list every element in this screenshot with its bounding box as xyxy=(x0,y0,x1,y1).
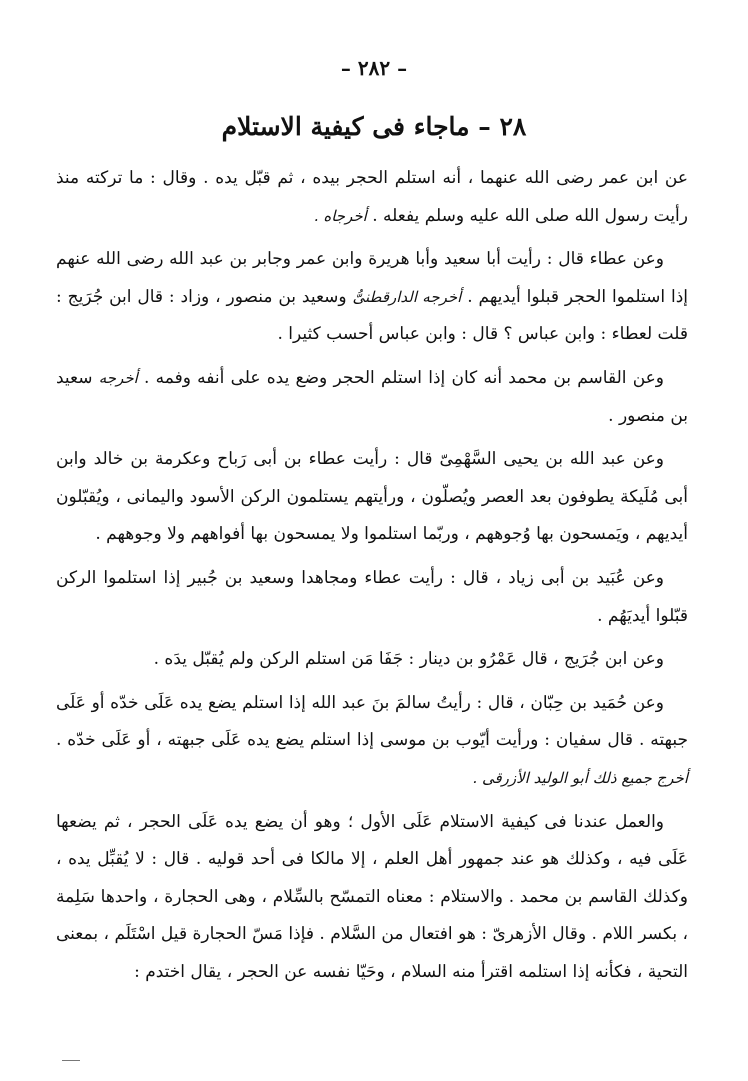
footnote-divider xyxy=(62,1060,80,1061)
chapter-title: ٢٨ – ماجاء فى كيفية الاستلام xyxy=(221,112,527,141)
paragraph-text: وعن عبد الله بن يحيى السَّهْمِىّ قال : رأيت عطاء بن أبى رَباح وعكرمة بن خالد وابن أبى مُلَيكة يطوفون بعد العصر ويُصلّون ، ورأيتهم يستلمون الركن الأسود واليمانى ، ويُقبّلون أيديهم ، ويَمسحون بها وُجوههم ، وربّما استلموا ولا يمسحون بها أفواههم ولا وجوههم . xyxy=(56,449,688,545)
paragraph-text: وعن حُمَيد بن حِبّان ، قال : رأيتُ سالمَ بنَ عبد الله إذا استلم يضع يده عَلَى خدّه أو عَلَى جبهته . قال سفيان : ورأيت أيّوب بن موسى إذا استلم يضع يده عَلَى جبهته ، أو عَلَى خدّه . xyxy=(56,692,688,751)
page-body xyxy=(56,160,688,997)
paragraph-ata xyxy=(56,241,688,354)
page-number: – ٢٨٢ – xyxy=(340,56,408,80)
paragraph-text: عن ابن عمر رضى الله عنهما ، أنه استلم الحجر بيده ، ثم قبّل يده . وقال : ما تركته منذ رأيت رسول الله صلى الله عليه وسلم يفعله . xyxy=(56,168,688,226)
paragraph-text: وعن ابن جُرَيج ، قال عَمْرُو بن دينار : جَفَا مَن استلم الركن ولم يُقبّل يدَه . xyxy=(153,649,664,670)
paragraph-ibn-umar xyxy=(56,160,688,235)
paragraph-commentary xyxy=(56,804,688,992)
paragraph-qasim xyxy=(56,360,688,435)
source-reference: أخرجه الدارقطنىُّ xyxy=(352,287,462,306)
paragraph-ibn-jurayj xyxy=(56,641,688,679)
paragraph-text: والعمل عندنا فى كيفية الاستلام عَلَى الأول ؛ وهو أن يضع يده عَلَى الحجر ، ثم يضعها عَلَى فيه ، وكذلك هو عند جمهور أهل العلم ، إلا مالكا فى أحد قوليه . قال : لا يُقبِّل يده ، وكذلك القاسم بن محمد . والاستلام : معناه التمسّح بالسِّلام ، وهى الحجارة ، واحدها سَلِمة ، بكسر اللام . وقال الأزهرىّ : هو افتعال من السَّلام . فإذا مَسّ الحجارة قيل اسْتَلَم ، بمعنى التحية ، فكأنه إذا استلمه اقترأ منه السلام ، وحَيّا نفسه عن الحجر ، يقال اختدم : xyxy=(56,811,688,982)
paragraph-text: وعن القاسم بن محمد أنه كان إذا استلم الحجر وضع يده على أنفه وفمه . xyxy=(144,367,665,388)
paragraph-abdullah-sahmi xyxy=(56,441,688,554)
paragraph-ubayd xyxy=(56,560,688,635)
source-reference: أخرجه xyxy=(98,368,138,387)
paragraph-text: وعن عطاء قال : رأيت أبا سعيد وأبا هريرة وابن عمر وجابر بن عبد الله رضى الله عنهم إذا استلموا الحجر قبلوا أيديهم . xyxy=(56,249,688,307)
paragraph-humayd xyxy=(56,685,688,798)
source-reference: أخرجاه . xyxy=(313,206,367,225)
paragraph-text-continued: سعيد بن منصور . xyxy=(56,367,688,426)
source-reference: أخرج جميع ذلك أبو الوليد الأزرقى . xyxy=(472,768,688,787)
paragraph-text: وعن عُبَيد بن أبى زياد ، قال : رأيت عطاء ومجاهدا وسعيد بن جُبير إذا استلموا الركن قبّلوا أيديَهُم . xyxy=(56,567,688,626)
paragraph-text-continued: وسعيد بن منصور ، وزاد : قال ابن جُرَيج : قلت لعطاء : وابن عباس ؟ قال : وابن عباس أحسب كثيرا . xyxy=(56,286,688,345)
